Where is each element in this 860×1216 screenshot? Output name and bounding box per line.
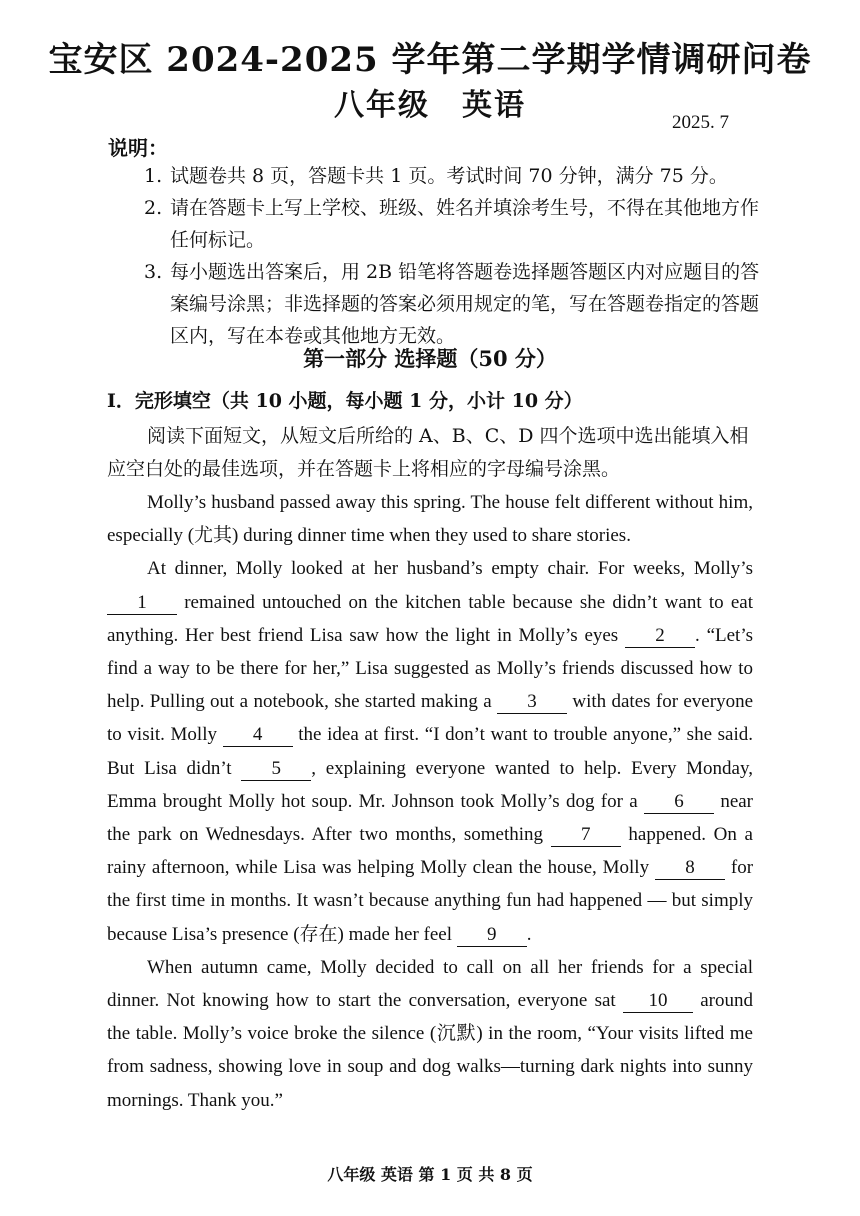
passage-text: near the park on Wednesdays. After two months, something — [107, 790, 754, 846]
blank-7: 7 — [551, 824, 621, 847]
passage-text: , explaining everyone wanted to help. Every Monday, Emma brought Molly hot soup. Mr. Johnson took Molly’s dog for a — [107, 757, 753, 812]
passage-paragraph-1: Molly’s husband passed away this spring. The house felt different without him, especially (尤其) during dinner time when they used to share stories. — [107, 492, 753, 547]
blank-2: 2 — [625, 625, 695, 648]
instruction-item — [144, 160, 764, 192]
instruction-number: 1. — [144, 165, 163, 187]
blank-1: 1 — [107, 592, 177, 615]
part-heading: 第一部分 选择题（50 分） — [303, 346, 557, 371]
passage-paragraph-3 — [107, 951, 753, 1117]
instructions-heading: 说明： — [108, 136, 168, 160]
page-footer: 八年级 英语 第 1 页 共 8 页 — [327, 1165, 533, 1184]
passage-text: remained untouched on the kitchen table because she didn’t want to eat anything. Her best friend Lisa saw how the light in Molly’s eyes — [107, 591, 753, 646]
passage-text: . — [526, 923, 532, 945]
passage-text: around the table. Molly’s voice broke the silence (沉默) in the room, “Your visits lifted me from sadness, showing love in soup and dog walks—turning dark nights into sunny mornings. Thank you.” — [107, 990, 754, 1111]
blank-9: 9 — [457, 924, 527, 947]
instruction-text: 每小题选出答案后，用 2B 铅笔将答题卷选择题答题区内对应题目的答案编号涂黑；非选择题的答案必须用规定的笔，写在答题卷指定的答题区内，写在本卷或其他地方无效。 — [170, 261, 760, 347]
blank-10: 10 — [623, 990, 693, 1013]
passage-text: the idea at first. “I don’t want to trouble anyone,” she said. But Lisa didn’t — [107, 724, 754, 779]
passage-text: with dates for everyone to visit. Molly — [107, 691, 754, 746]
instruction-item — [144, 192, 764, 256]
blank-6: 6 — [644, 791, 714, 814]
instructions-list — [144, 160, 764, 352]
instruction-text: 请在答题卡上写上学校、班级、姓名并填涂考生号，不得在其他地方作任何标记。 — [170, 197, 760, 251]
passage-text: At dinner, Molly looked at her husband’s empty chair. For weeks, Molly’s — [147, 558, 753, 580]
blank-4: 4 — [223, 724, 293, 747]
passage-text: When autumn came, Molly decided to call on all her friends for a special dinner. Not knowing how to start the conversation, everyone sat — [107, 956, 753, 1012]
instruction-item — [144, 256, 764, 352]
exam-title: 宝安区 2024-2025 学年第二学期学情调研问卷 — [48, 40, 812, 80]
instruction-text: 试题卷共 8 页，答题卡共 1 页。考试时间 70 分钟，满分 75 分。 — [170, 165, 728, 187]
section-heading: I．完形填空（共 10 小题，每小题 1 分，小计 10 分） — [107, 390, 583, 412]
cloze-passage — [107, 486, 753, 1117]
blank-8: 8 — [655, 857, 725, 880]
passage-text: for the first time in months. It wasn’t because anything fun had happened — but simply because Lisa’s presence (存在) made her feel — [107, 857, 754, 945]
instruction-number: 2. — [144, 197, 163, 219]
blank-5: 5 — [241, 758, 311, 781]
passage-text: happened. On a rainy afternoon, while Lisa was helping Molly clean the house, Molly — [107, 824, 753, 879]
instruction-number: 3. — [144, 261, 163, 283]
exam-date: 2025. 7 — [672, 112, 729, 133]
passage-text: . “Let’s find a way to be there for her,” Lisa suggested as Molly’s friends discussed how to help. Pulling out a notebook, she started making a — [107, 624, 754, 713]
exam-subtitle: 八年级 英语 — [334, 88, 526, 123]
section-instruction: 阅读下面短文，从短文后所给的 A、B、C、D 四个选项中选出能填入相应空白处的最佳选项，并在答题卡上将相应的字母编号涂黑。 — [107, 425, 749, 480]
blank-3: 3 — [497, 691, 567, 714]
passage-paragraph-2 — [107, 552, 753, 950]
